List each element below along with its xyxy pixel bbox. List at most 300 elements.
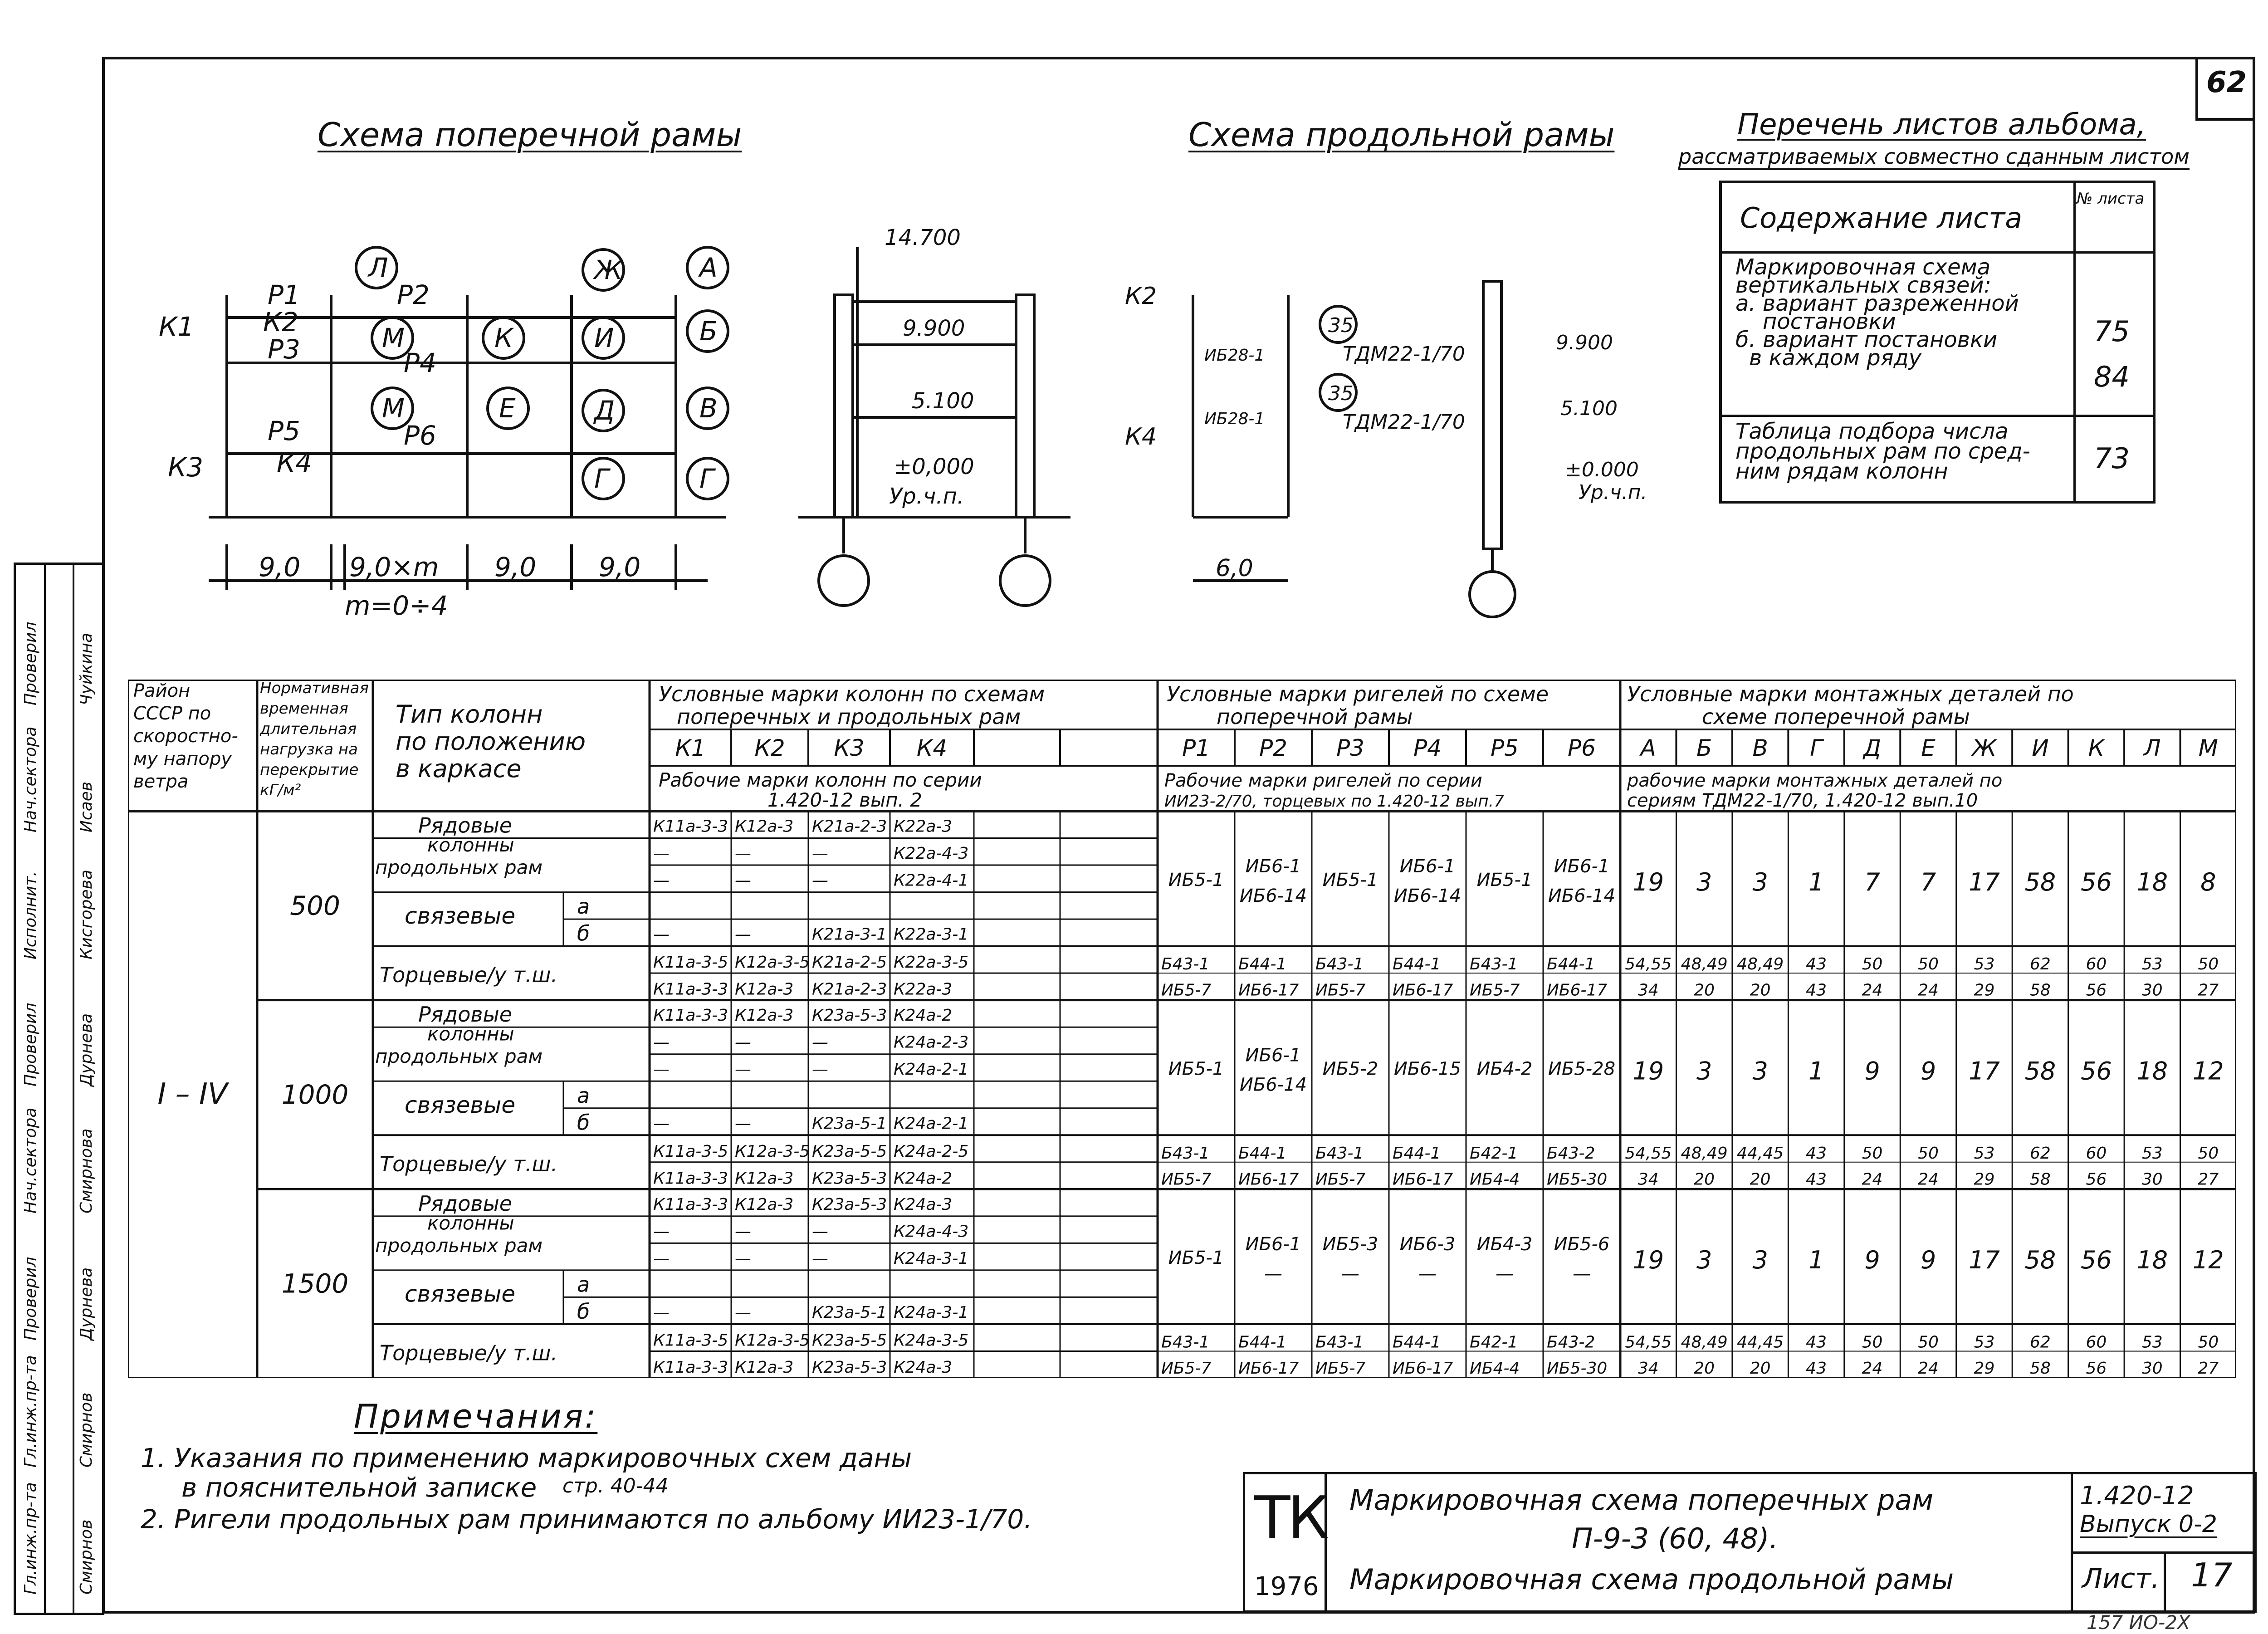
- detail-end-mark-cell: 27: [2198, 1170, 2219, 1189]
- column-mark-cell: К12а-3: [735, 1006, 794, 1025]
- detail-end-mark-cell: 43: [1806, 981, 1827, 1000]
- column-mark-cell: —: [735, 844, 751, 863]
- detail-end-mark-cell: 30: [2141, 1359, 2163, 1378]
- beam-mark-cell: —: [1264, 1263, 1282, 1285]
- beam-end-mark-cell: Б44-1: [1238, 1144, 1287, 1163]
- circle-label-k: К: [494, 323, 513, 353]
- header-detail-key: Б: [1696, 735, 1712, 761]
- notes-title: Примечания:: [354, 1397, 598, 1435]
- column-mark-cell: —: [812, 844, 828, 863]
- beam-mark-cell: ИБ5-1: [1168, 1248, 1224, 1269]
- detail-end-mark-cell: 56: [2086, 1359, 2107, 1378]
- column-mark-cell: К24а-4-3: [894, 1222, 969, 1241]
- beam-mark-cell: —: [1573, 1263, 1591, 1285]
- label-p4: Р4: [404, 347, 436, 378]
- header-region: скоростно-: [133, 726, 238, 747]
- header-detail-key: Ж: [1972, 735, 1997, 761]
- column-mark-cell: К24а-3: [894, 1195, 953, 1214]
- header-beam-key: Р5: [1491, 735, 1519, 761]
- side-stamp-role: Проверил: [21, 1003, 40, 1086]
- header-detail-key: Е: [1921, 735, 1936, 761]
- column-mark-cell: —: [735, 871, 751, 890]
- beam-mark-cell: ИБ5-1: [1322, 869, 1378, 890]
- detail-mark-cell: 3: [1696, 1057, 1712, 1086]
- circle-label-zh: Ж: [594, 254, 623, 285]
- label-k2: К2: [263, 307, 299, 338]
- detail-mark-cell: 1: [1808, 867, 1824, 896]
- column-mark-cell: —: [812, 1222, 828, 1241]
- beam-mark-cell: ИБ5-1: [1168, 869, 1224, 890]
- column-mark-cell: К23а-5-5: [812, 1142, 887, 1161]
- detail-mark-cell: 8: [2200, 867, 2216, 896]
- beam-end-mark-cell: Б44-1: [1547, 955, 1595, 974]
- sheet-num-75: 75: [2094, 315, 2130, 348]
- note-1-cont: в пояснительной записке: [181, 1472, 537, 1503]
- sheet-list-table: [1719, 181, 2156, 504]
- header-load: Нормативная: [260, 680, 369, 697]
- column-mark-cell: К22а-3: [894, 980, 953, 999]
- stamp-issue: Выпуск 0-2: [2080, 1511, 2217, 1538]
- column-mark-cell: К23а-5-3: [812, 1169, 887, 1188]
- load-value: 500: [290, 890, 340, 921]
- detail-end-mark-cell: 54,55: [1625, 955, 1672, 974]
- header-detail-marks: Условные марки монтажных деталей по: [1627, 682, 2074, 706]
- beam-mark-cell: —: [1341, 1263, 1359, 1285]
- header-col-key: К3: [834, 735, 865, 761]
- header-detail-key: В: [1752, 735, 1768, 761]
- side-stamp-name: Дурнева: [77, 1267, 96, 1340]
- beam-mark-cell: ИБ6-15: [1393, 1058, 1461, 1080]
- header-detail-key: К: [2088, 735, 2105, 761]
- column-mark-cell: К23а-5-3: [812, 1358, 887, 1377]
- header-region: Район: [133, 680, 191, 701]
- detail-end-mark-cell: 24: [1918, 981, 1939, 1000]
- level-5100: 5.100: [912, 388, 974, 414]
- detail-end-mark-cell: 43: [1806, 955, 1827, 974]
- beam-end-mark-cell: ИБ5-7: [1161, 981, 1212, 1000]
- beam-end-mark-cell: Б43-1: [1161, 1333, 1210, 1352]
- column-mark-cell: —: [653, 1249, 670, 1268]
- beam-end-mark-cell: Б43-1: [1315, 955, 1364, 974]
- dim-bay-3: 9,0: [494, 552, 537, 582]
- header-detail-sub: сериям ТДМ22-1/70, 1.420-12 вып.10: [1627, 790, 1978, 811]
- beam-end-mark-cell: Б44-1: [1238, 955, 1287, 974]
- beam-mark-cell: ИБ6-3: [1399, 1234, 1456, 1255]
- column-mark-cell: К24а-3: [894, 1358, 953, 1377]
- column-mark-cell: К23а-5-1: [812, 1303, 887, 1322]
- detail-end-mark-cell: 24: [1862, 1170, 1883, 1189]
- column-mark-cell: К21а-2-3: [812, 980, 887, 999]
- transverse-frame-diagram: [150, 227, 785, 626]
- header-region: СССР по: [133, 703, 211, 724]
- column-mark-cell: К24а-3-5: [894, 1331, 969, 1350]
- circle-label-e: Е: [499, 393, 516, 424]
- column-mark-cell: —: [653, 1222, 670, 1241]
- header-beam-marks: поперечной рамы: [1217, 704, 1413, 729]
- circle-label-l: Л: [368, 252, 388, 283]
- detail-end-mark-cell: 50: [2198, 1144, 2219, 1163]
- beam-mark-cell: ИБ6-14: [1239, 1074, 1307, 1096]
- beam-end-mark-cell: ИБ6-17: [1393, 981, 1453, 1000]
- detail-end-mark-cell: 50: [1918, 955, 1939, 974]
- column-mark-cell: К21а-3-1: [812, 925, 887, 944]
- column-mark-cell: К11а-3-3: [653, 1006, 728, 1025]
- detail-end-mark-cell: 43: [1806, 1144, 1827, 1163]
- detail-mark-cell: 19: [1633, 1057, 1664, 1086]
- column-mark-cell: —: [735, 1222, 751, 1241]
- header-detail-key: И: [2032, 735, 2049, 761]
- stamp-sheet-number: 17: [2191, 1556, 2233, 1594]
- detail-mark-cell: 3: [1696, 1246, 1712, 1275]
- header-region: му напору: [133, 749, 232, 769]
- detail-end-mark-cell: 54,55: [1625, 1144, 1672, 1163]
- beam-mark-cell: ИБ6-14: [1548, 885, 1616, 906]
- column-mark-cell: К12а-3-5: [735, 1142, 810, 1161]
- type-row: колонны: [427, 1022, 514, 1045]
- detail-end-mark-cell: 53: [2141, 1144, 2163, 1163]
- long-level-9900: 9.900: [1556, 331, 1613, 354]
- side-stamp-role: Проверил: [21, 1257, 40, 1340]
- level-14700: 14.700: [885, 227, 961, 250]
- circle-label-g1: Г: [594, 463, 609, 494]
- column-mark-cell: —: [653, 925, 670, 944]
- page-number: 62: [2206, 66, 2247, 99]
- beam-end-mark-cell: ИБ5-7: [1315, 1359, 1366, 1378]
- long-label-k2: К2: [1125, 283, 1157, 310]
- detail-mark-cell: 19: [1633, 1246, 1664, 1275]
- column-mark-cell: К21а-2-3: [812, 817, 887, 836]
- beam-end-mark-cell: Б43-2: [1547, 1333, 1595, 1352]
- detail-end-mark-cell: 27: [2198, 1359, 2219, 1378]
- header-detail-key: М: [2198, 735, 2218, 761]
- detail-end-mark-cell: 53: [1974, 1333, 1995, 1352]
- detail-end-mark-cell: 20: [1750, 1359, 1771, 1378]
- label-p5: Р5: [268, 416, 300, 446]
- stamp-sheet-label: Лист.: [2082, 1563, 2160, 1595]
- header-col-key: К1: [675, 735, 706, 761]
- note-1: 1. Указания по применению маркировочных схем даны: [141, 1443, 912, 1473]
- detail-end-mark-cell: 58: [2030, 1170, 2051, 1189]
- detail-mark-cell: 19: [1633, 867, 1664, 896]
- type-row: связевые: [405, 1281, 516, 1307]
- beam-end-mark-cell: ИБ5-7: [1161, 1170, 1212, 1189]
- beam-end-mark-cell: Б42-1: [1470, 1333, 1518, 1352]
- type-row: продольных рам: [375, 1045, 543, 1068]
- detail-end-mark-cell: 56: [2086, 1170, 2107, 1189]
- detail-mark-cell: 17: [1969, 1057, 2000, 1086]
- detail-end-mark-cell: 34: [1637, 981, 1659, 1000]
- detail-end-mark-cell: 50: [1918, 1144, 1939, 1163]
- detail-mark-cell: 1: [1808, 1246, 1824, 1275]
- detail-end-mark-cell: 34: [1637, 1359, 1659, 1378]
- sheet-list-heading: Перечень листов альбома,: [1737, 108, 2146, 142]
- detail-mark-cell: 17: [1969, 867, 2000, 896]
- beam-end-mark-cell: Б43-1: [1315, 1333, 1364, 1352]
- label-k4: К4: [277, 447, 313, 478]
- header-detail-marks: схеме поперечной рамы: [1702, 704, 1970, 729]
- beam-end-mark-cell: Б42-1: [1470, 1144, 1518, 1163]
- dim-bay-2: 9,0×m: [349, 552, 439, 582]
- beam-end-mark-cell: ИБ4-4: [1470, 1170, 1520, 1189]
- column-mark-cell: К11а-3-3: [653, 980, 728, 999]
- long-beam-1: ИБ28-1: [1204, 346, 1265, 365]
- detail-end-mark-cell: 50: [1862, 1333, 1883, 1352]
- detail-end-mark-cell: 29: [1974, 1359, 1995, 1378]
- detail-end-mark-cell: 50: [1918, 1333, 1939, 1352]
- column-mark-cell: К22а-3-5: [894, 953, 969, 972]
- type-row: Рядовые: [418, 1191, 513, 1216]
- section-diagram: [785, 227, 1102, 635]
- circle-label-d: Д: [594, 395, 615, 426]
- stamp-title-1: Маркировочная схема поперечных рам: [1349, 1483, 1934, 1517]
- detail-end-mark-cell: 20: [1750, 1170, 1771, 1189]
- long-series-2: ТДМ22-1/70: [1343, 411, 1465, 434]
- beam-end-mark-cell: ИБ4-4: [1470, 1359, 1520, 1378]
- column-mark-cell: К24а-2: [894, 1169, 953, 1188]
- column-mark-cell: —: [735, 1303, 751, 1322]
- side-stamp-role: Гл.инж.пр-та: [21, 1355, 40, 1468]
- sheet-list-item-1: Маркировочная схема вертикальных связей: а. вариант разреженной постановки б. вариант постановки в каждом ряду: [1735, 254, 2019, 371]
- detail-end-mark-cell: 48,49: [1681, 955, 1728, 974]
- header-col-sub: 1.420-12 вып. 2: [767, 789, 922, 811]
- long-dim-6: 6,0: [1216, 555, 1253, 582]
- detail-end-mark-cell: 43: [1806, 1333, 1827, 1352]
- beam-mark-cell: ИБ6-14: [1393, 885, 1461, 906]
- detail-mark-cell: 7: [1864, 867, 1880, 896]
- long-circle-35-2: 35: [1328, 382, 1354, 405]
- marks-table: [128, 680, 2236, 1378]
- column-mark-cell: К24а-3-1: [894, 1303, 969, 1322]
- detail-end-mark-cell: 53: [1974, 955, 1995, 974]
- beam-end-mark-cell: ИБ6-17: [1393, 1359, 1453, 1378]
- detail-end-mark-cell: 50: [1862, 955, 1883, 974]
- detail-end-mark-cell: 62: [2030, 1333, 2051, 1352]
- column-mark-cell: К11а-3-5: [653, 1142, 728, 1161]
- type-row-a: а: [577, 1272, 590, 1297]
- header-detail-key: Д: [1863, 735, 1882, 761]
- beam-end-mark-cell: Б43-1: [1161, 1144, 1210, 1163]
- header-beam-key: Р4: [1413, 735, 1442, 761]
- header-detail-sub: рабочие марки монтажных деталей по: [1627, 770, 2003, 791]
- detail-mark-cell: 9: [1920, 1246, 1936, 1275]
- side-stamp-role: Нач.сектора: [21, 1107, 40, 1213]
- detail-mark-cell: 17: [1969, 1246, 2000, 1275]
- beam-mark-cell: ИБ5-6: [1554, 1234, 1610, 1255]
- column-mark-cell: —: [812, 1249, 828, 1268]
- type-row-a: а: [577, 1083, 590, 1108]
- stamp-title-3: Маркировочная схема продольной рамы: [1349, 1563, 1954, 1596]
- detail-end-mark-cell: 44,45: [1737, 1144, 1784, 1163]
- sheet-num-73: 73: [2094, 442, 2130, 475]
- column-mark-cell: К12а-3: [735, 817, 794, 836]
- detail-end-mark-cell: 43: [1806, 1359, 1827, 1378]
- beam-mark-cell: ИБ5-28: [1548, 1058, 1616, 1080]
- long-series-1: ТДМ22-1/70: [1343, 342, 1465, 366]
- column-mark-cell: —: [735, 1033, 751, 1052]
- beam-mark-cell: ИБ5-3: [1322, 1234, 1378, 1255]
- detail-mark-cell: 58: [2024, 1057, 2056, 1086]
- detail-end-mark-cell: 62: [2030, 955, 2051, 974]
- header-col-key: К4: [916, 735, 948, 761]
- side-stamp-role: Нач.сектора: [21, 726, 40, 832]
- column-mark-cell: К12а-3: [735, 1169, 794, 1188]
- header-beam-key: Р1: [1182, 735, 1210, 761]
- marks-table-grid: [128, 680, 2236, 1378]
- level-9900: 9.900: [903, 316, 965, 341]
- side-stamp-role: Проверил: [21, 621, 40, 705]
- column-mark-cell: —: [735, 1060, 751, 1079]
- detail-end-mark-cell: 53: [2141, 1333, 2163, 1352]
- side-stamp: [14, 563, 104, 1615]
- header-column-type: Тип колонн: [396, 700, 543, 729]
- header-load: временная: [260, 700, 348, 718]
- detail-end-mark-cell: 20: [1694, 1170, 1715, 1189]
- column-mark-cell: К24а-2-5: [894, 1142, 969, 1161]
- circle-label-b: Б: [699, 316, 718, 347]
- beam-end-mark-cell: Б44-1: [1393, 1333, 1441, 1352]
- column-mark-cell: —: [653, 1114, 670, 1133]
- column-mark-cell: К12а-3: [735, 980, 794, 999]
- detail-end-mark-cell: 24: [1918, 1359, 1939, 1378]
- column-mark-cell: К24а-2-1: [894, 1114, 969, 1133]
- beam-end-mark-cell: ИБ5-7: [1315, 1170, 1366, 1189]
- label-k3: К3: [168, 452, 204, 483]
- label-k1: К1: [159, 311, 195, 342]
- beam-end-mark-cell: ИБ6-17: [1547, 981, 1608, 1000]
- column-mark-cell: К22а-3-1: [894, 925, 969, 944]
- sheet-num-84: 84: [2094, 360, 2130, 393]
- detail-end-mark-cell: 60: [2086, 955, 2107, 974]
- side-stamp-name: Исаев: [77, 781, 96, 832]
- dim-bay-4: 9,0: [599, 552, 641, 582]
- header-column-marks: поперечных и продольных рам: [677, 704, 1021, 729]
- type-row-a: а: [577, 894, 590, 919]
- detail-end-mark-cell: 58: [2030, 981, 2051, 1000]
- detail-mark-cell: 56: [2081, 1057, 2112, 1086]
- column-mark-cell: К22а-3: [894, 817, 953, 836]
- column-mark-cell: К12а-3-5: [735, 953, 810, 972]
- column-mark-cell: К24а-3-1: [894, 1249, 969, 1268]
- detail-end-mark-cell: 56: [2086, 981, 2107, 1000]
- column-mark-cell: К23а-5-1: [812, 1114, 887, 1133]
- circle-label-a: А: [699, 252, 718, 283]
- detail-end-mark-cell: 62: [2030, 1144, 2051, 1163]
- long-level-0000: ±0.000: [1565, 458, 1639, 481]
- column-mark-cell: К11а-3-3: [653, 817, 728, 836]
- detail-end-mark-cell: 24: [1862, 981, 1883, 1000]
- beam-end-mark-cell: Б44-1: [1393, 955, 1441, 974]
- column-mark-cell: К23а-5-3: [812, 1006, 887, 1025]
- title-block: [1243, 1472, 2257, 1613]
- header-load: кГ/м²: [260, 781, 301, 799]
- column-mark-cell: К23а-5-3: [812, 1195, 887, 1214]
- header-load: длительная: [260, 720, 357, 738]
- detail-end-mark-cell: 58: [2030, 1359, 2051, 1378]
- beam-mark-cell: ИБ6-1: [1245, 856, 1301, 877]
- beam-mark-cell: ИБ6-1: [1245, 1234, 1301, 1255]
- header-beam-key: Р6: [1568, 735, 1596, 761]
- header-load: перекрытие: [260, 761, 359, 779]
- column-mark-cell: —: [735, 1249, 751, 1268]
- column-mark-cell: К12а-3: [735, 1358, 794, 1377]
- detail-end-mark-cell: 29: [1974, 981, 1995, 1000]
- detail-mark-cell: 3: [1752, 1057, 1768, 1086]
- column-mark-cell: —: [653, 1033, 670, 1052]
- detail-mark-cell: 18: [2136, 867, 2168, 896]
- beam-mark-cell: ИБ6-1: [1554, 856, 1610, 877]
- label-p1: Р1: [268, 279, 300, 310]
- detail-mark-cell: 3: [1696, 867, 1712, 896]
- type-row: Рядовые: [418, 1002, 513, 1027]
- dim-m-range: m=0÷4: [345, 590, 448, 621]
- load-value: 1000: [281, 1079, 349, 1110]
- transverse-frame-title: Схема поперечной рамы: [318, 116, 742, 154]
- beam-end-mark-cell: Б43-1: [1161, 955, 1210, 974]
- long-level-ground: Ур.ч.п.: [1579, 481, 1647, 504]
- column-mark-cell: К11а-3-5: [653, 1331, 728, 1350]
- column-mark-cell: —: [735, 925, 751, 944]
- header-beam-sub: ИИ23-2/70, торцевых по 1.420-12 вып.7: [1164, 792, 1505, 811]
- beam-mark-cell: ИБ4-2: [1476, 1058, 1533, 1080]
- column-mark-cell: К11а-3-3: [653, 1169, 728, 1188]
- type-row-b: б: [577, 921, 590, 946]
- detail-mark-cell: 12: [2192, 1246, 2224, 1275]
- column-mark-cell: К24а-2: [894, 1006, 953, 1025]
- type-row: связевые: [405, 1091, 516, 1118]
- header-detail-key: Г: [1810, 735, 1823, 761]
- detail-end-mark-cell: 27: [2198, 981, 2219, 1000]
- circle-label-g2: Г: [699, 463, 714, 494]
- stamp-series: 1.420-12: [2080, 1481, 2194, 1511]
- detail-end-mark-cell: 43: [1806, 1170, 1827, 1189]
- column-mark-cell: —: [653, 1303, 670, 1322]
- long-circle-35-1: 35: [1328, 314, 1354, 337]
- detail-end-mark-cell: 24: [1918, 1170, 1939, 1189]
- detail-end-mark-cell: 30: [2141, 1170, 2163, 1189]
- dim-bay-1: 9,0: [259, 552, 301, 582]
- type-row: Торцевые/у т.ш.: [380, 1340, 558, 1365]
- detail-end-mark-cell: 53: [2141, 955, 2163, 974]
- column-mark-cell: К12а-3: [735, 1195, 794, 1214]
- beam-end-mark-cell: Б43-1: [1470, 955, 1518, 974]
- sheet-list-subheading: рассматриваемых совместно сданным листом: [1678, 144, 2190, 169]
- long-level-5100: 5.100: [1560, 397, 1618, 420]
- detail-mark-cell: 7: [1920, 867, 1936, 896]
- type-row: продольных рам: [375, 856, 543, 879]
- level-0000: ±0,000: [894, 454, 974, 479]
- detail-mark-cell: 56: [2081, 1246, 2112, 1275]
- detail-mark-cell: 18: [2136, 1246, 2168, 1275]
- column-mark-cell: —: [812, 871, 828, 890]
- column-mark-cell: К12а-3-5: [735, 1331, 810, 1350]
- column-mark-cell: К11а-3-5: [653, 953, 728, 972]
- detail-end-mark-cell: 50: [2198, 955, 2219, 974]
- column-mark-cell: К22а-4-3: [894, 844, 969, 863]
- column-mark-cell: К22а-4-1: [894, 871, 969, 890]
- beam-mark-cell: ИБ6-14: [1239, 885, 1307, 906]
- header-col-key: К2: [754, 735, 785, 761]
- side-stamp-name: Дурнева: [77, 1013, 96, 1086]
- detail-mark-cell: 56: [2081, 867, 2112, 896]
- note-2: 2. Ригели продольных рам принимаются по альбому ИИ23-1/70.: [141, 1504, 1032, 1535]
- detail-end-mark-cell: 44,45: [1737, 1333, 1784, 1352]
- detail-mark-cell: 1: [1808, 1057, 1824, 1086]
- header-beam-key: Р2: [1259, 735, 1287, 761]
- column-mark-cell: К21а-2-5: [812, 953, 887, 972]
- beam-mark-cell: ИБ4-3: [1476, 1234, 1533, 1255]
- header-load: нагрузка на: [260, 740, 358, 758]
- side-stamp-role: Исполнит.: [21, 871, 40, 959]
